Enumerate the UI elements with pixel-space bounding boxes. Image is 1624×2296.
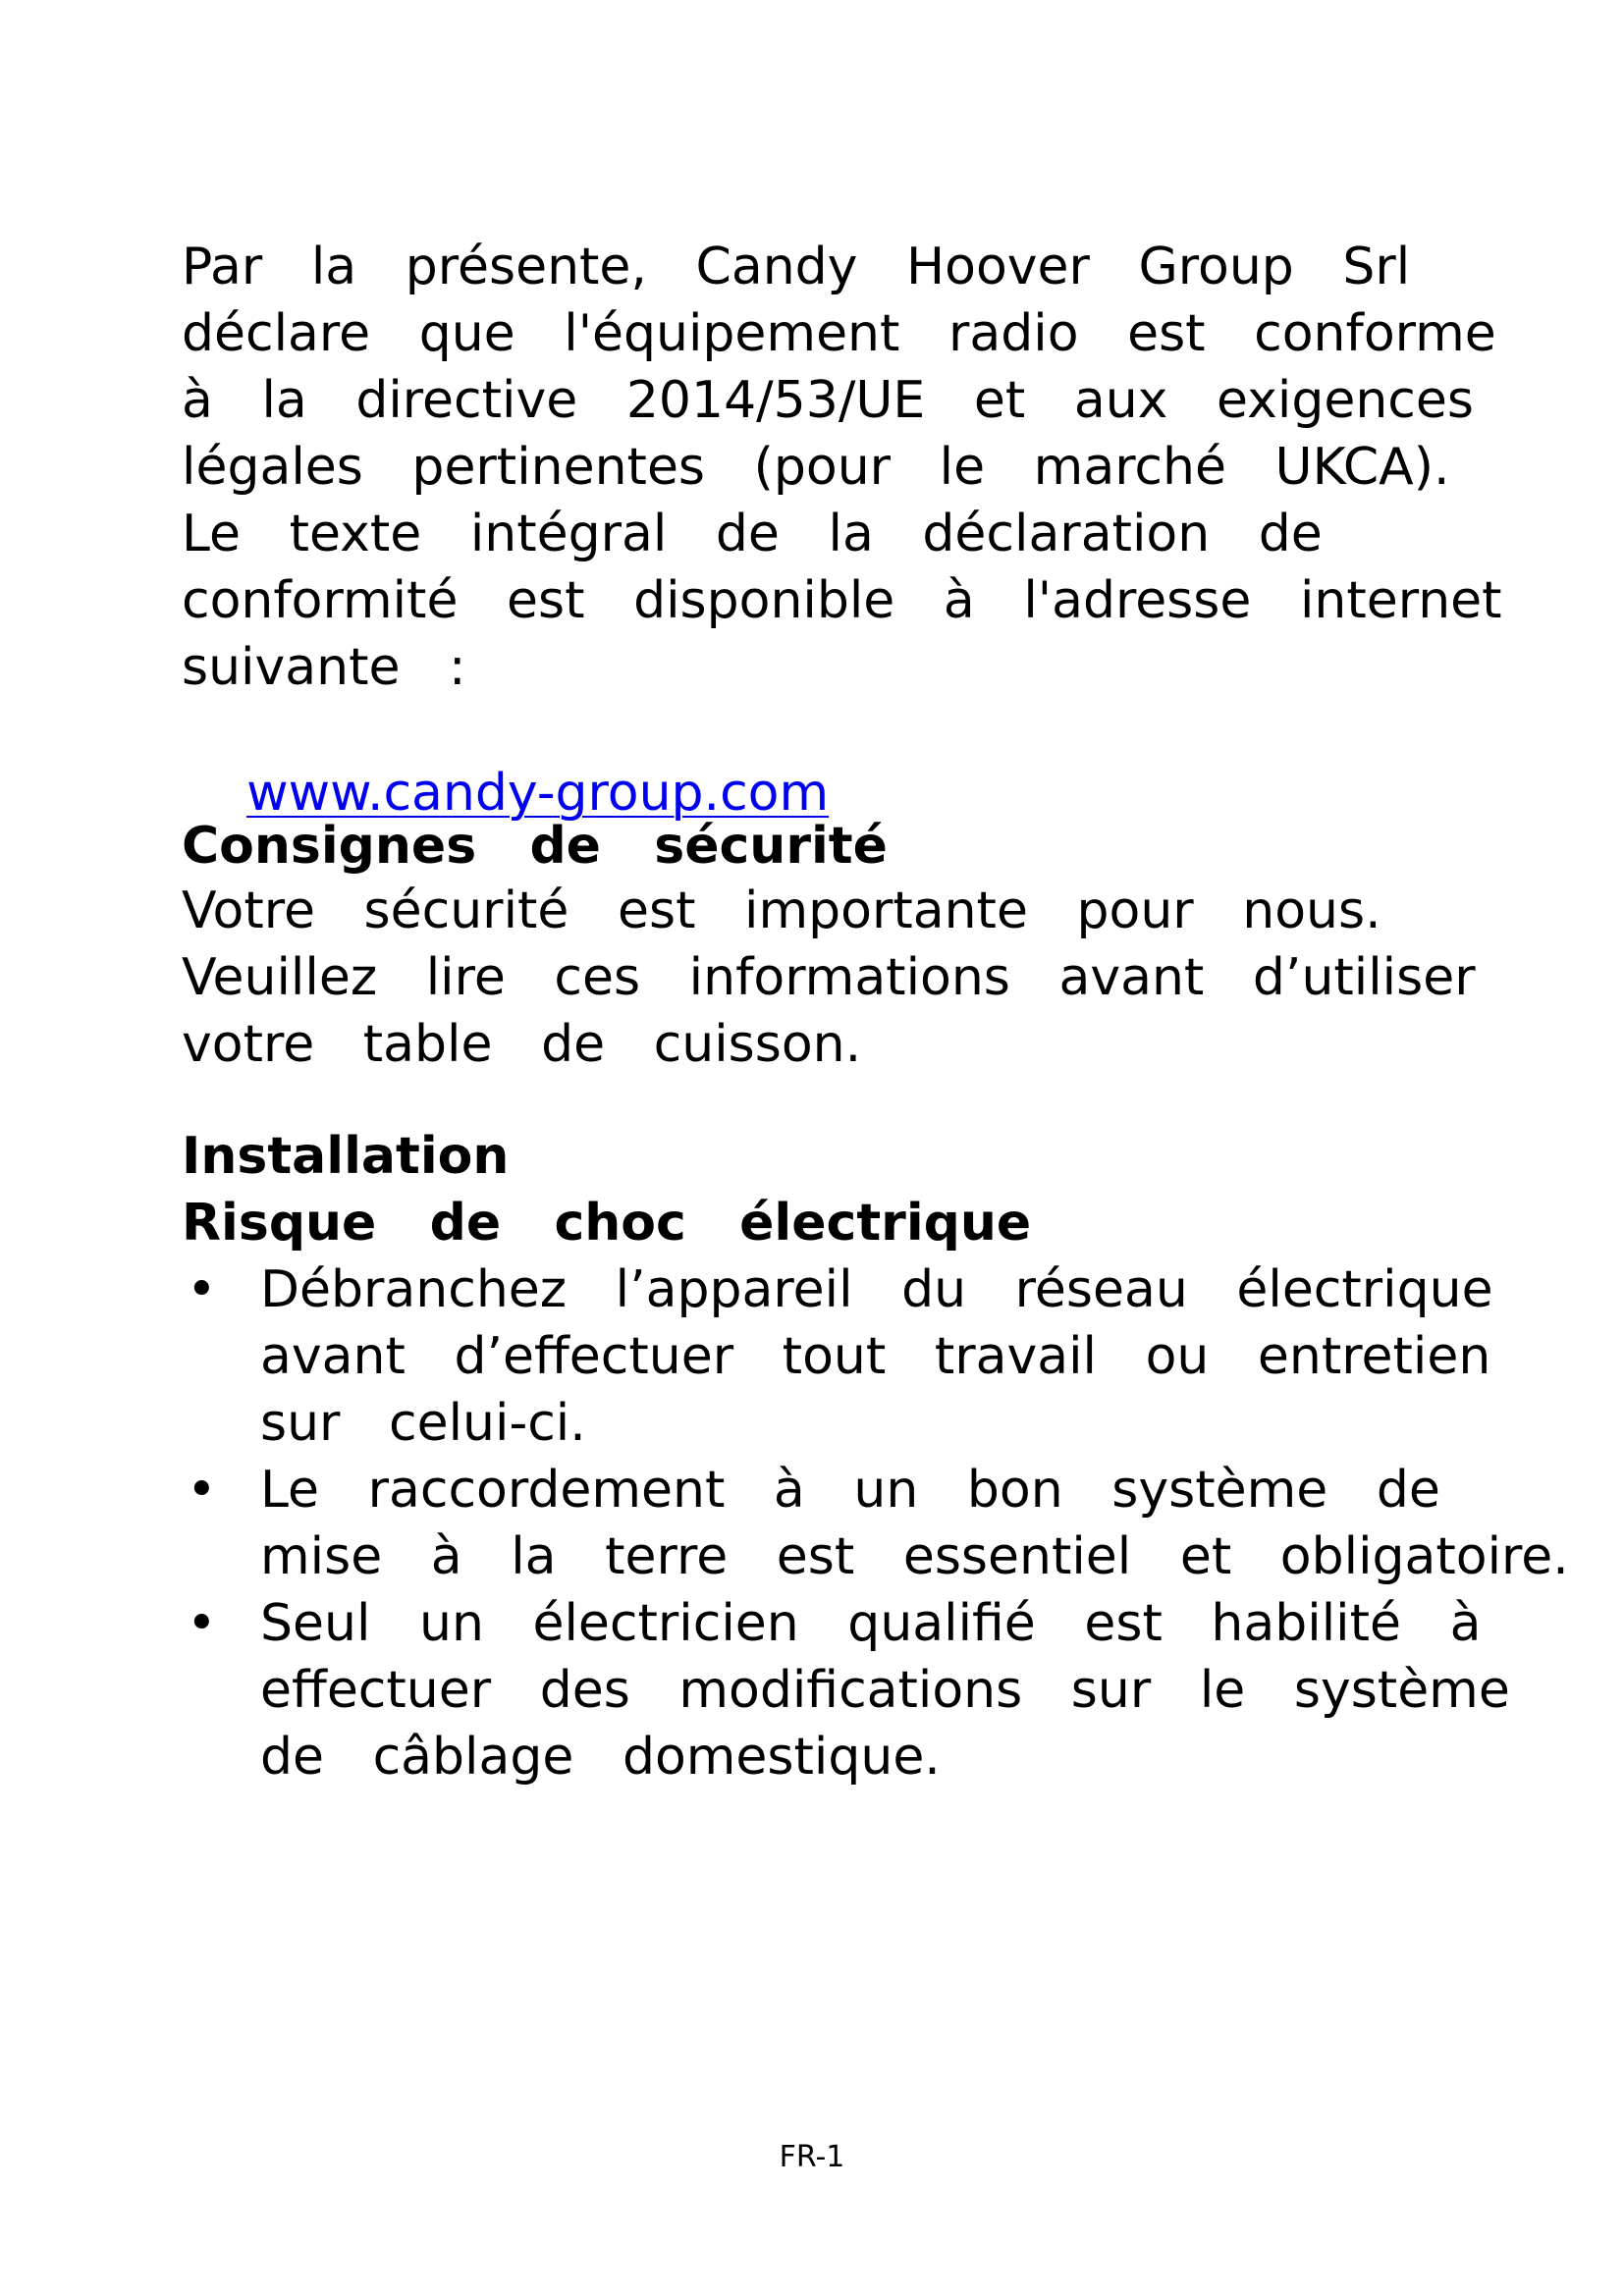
bullet-3-marker: • (187, 1594, 217, 1653)
safety-line-3: votre table de cuisson. (182, 1015, 862, 1074)
safety-heading: Consignes de sécurité (182, 817, 888, 876)
bullet-3-line-2: effectuer des modifications sur le système (260, 1661, 1510, 1720)
bullet-2-line-2: mise à la terre est essentiel et obligatoire. (260, 1527, 1569, 1586)
declaration-line-4: légales pertinentes (pour le marché UKCA). (182, 438, 1450, 497)
electric-shock-subheading: Risque de choc électrique (182, 1194, 1032, 1253)
declaration-line-7: suivante : (182, 638, 466, 697)
bullet-3-line-3: de câblage domestique. (260, 1728, 941, 1787)
declaration-line-6: conformité est disponible à l'adresse internet (182, 571, 1502, 630)
bullet-2-marker: • (187, 1461, 217, 1520)
bullet-3-line-1: Seul un électricien qualifié est habilité à (260, 1594, 1482, 1653)
candy-group-link[interactable]: www.candy-group.com (246, 764, 830, 823)
installation-heading: Installation (182, 1127, 510, 1186)
page-number: FR-1 (779, 2140, 845, 2174)
declaration-line-1: Par la présente, Candy Hoover Group Srl (182, 238, 1411, 296)
declaration-line-3: à la directive 2014/53/UE et aux exigences (182, 371, 1474, 430)
safety-line-2: Veuillez lire ces informations avant d’utiliser (182, 948, 1476, 1007)
bullet-2-line-1: Le raccordement à un bon système de (260, 1461, 1440, 1520)
declaration-line-2: déclare que l'équipement radio est conforme (182, 304, 1496, 363)
bullet-1-line-2: avant d’effectuer tout travail ou entretien (260, 1327, 1491, 1386)
declaration-line-5: Le texte intégral de la déclaration de (182, 505, 1323, 563)
bullet-1-line-1: Débranchez l’appareil du réseau électrique (260, 1260, 1493, 1319)
safety-line-1: Votre sécurité est importante pour nous. (182, 881, 1381, 940)
bullet-1-marker: • (187, 1260, 217, 1319)
bullet-1-line-3: sur celui-ci. (260, 1394, 586, 1453)
